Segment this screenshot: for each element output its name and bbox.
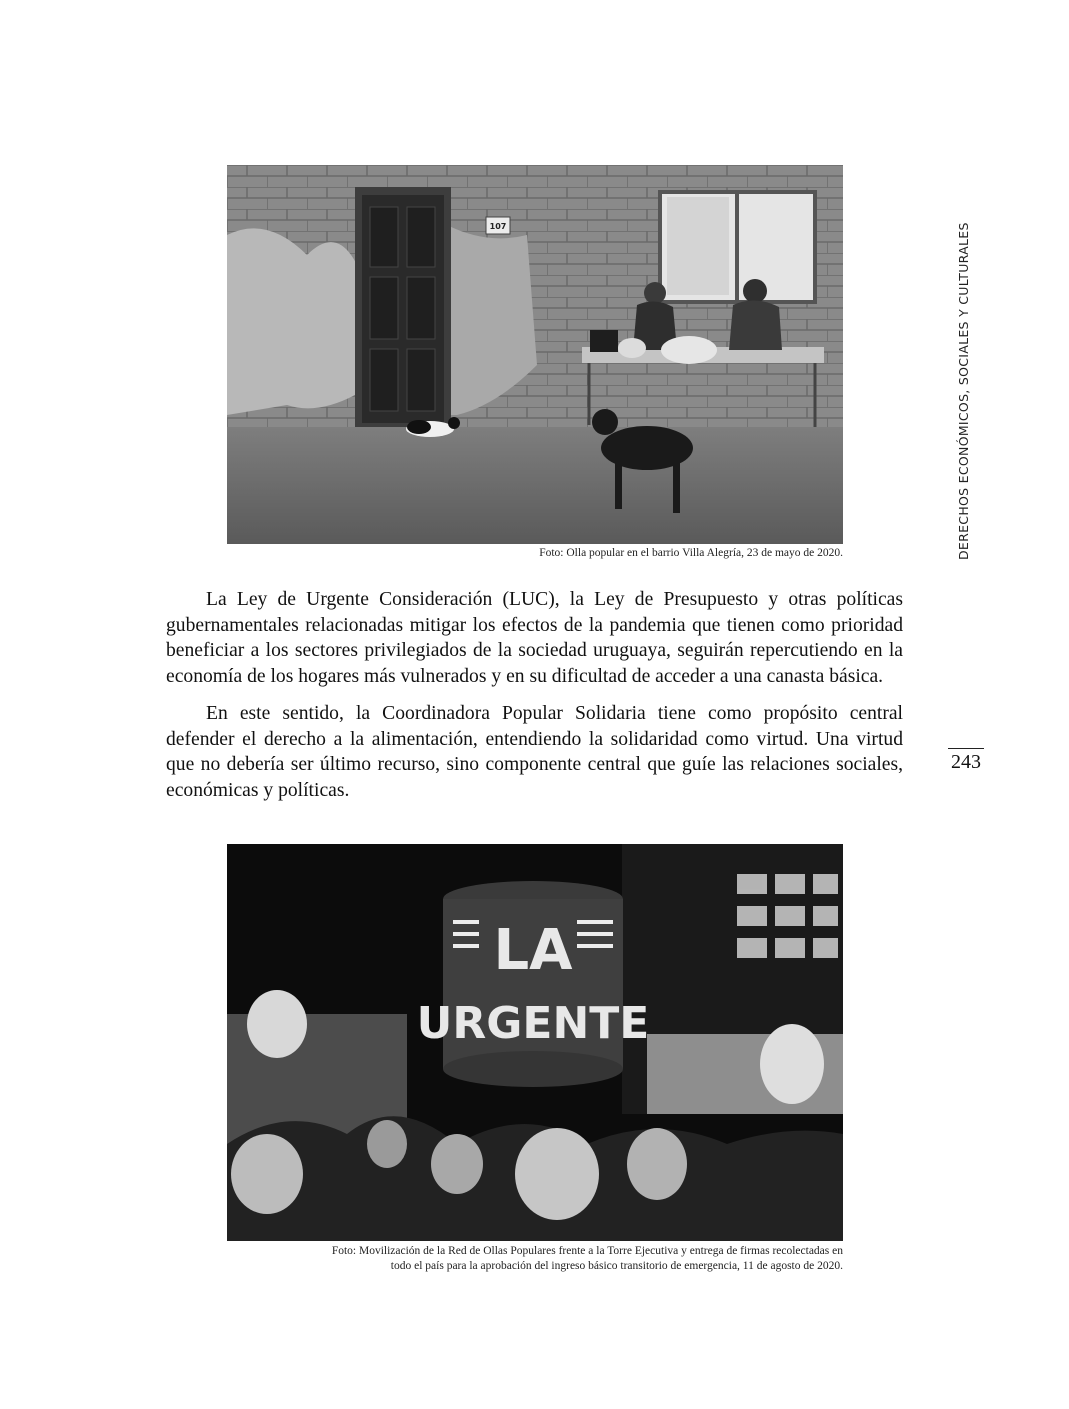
photo-movilizacion <box>227 844 843 1241</box>
house-number: 107 <box>489 222 507 231</box>
photo-olla-popular-image <box>227 165 843 544</box>
photo-caption <box>243 1244 843 1274</box>
photo-caption: Foto: Olla popular en el barrio Villa Alegría, 23 de mayo de 2020. <box>539 547 843 559</box>
photo-olla-popular <box>227 165 843 544</box>
paragraph: En este sentido, la Coordinadora Popular Solidaria tiene como propósito central defender el derecho a la alimentación, entendiendo la solidaridad como virtud. Una virtud que no debería ser último recurso, sino componente central que guíe las relaciones sociales, económicas y políticas. <box>166 703 903 801</box>
sign-text-urgente: URGENTE <box>416 998 650 1049</box>
paragraph: La Ley de Urgente Consideración (LUC), la Ley de Presupuesto y otras políticas gubernamentales relacionadas mitigar los efectos de la pandemia que tienen como prioridad beneficiar a los sectores privilegiados de la sociedad uruguaya, seguirán repercutiendo en la economía de los hogares más vulnerados y en su dificultad de acceder a una canasta básica. <box>166 589 903 687</box>
body-text <box>166 587 903 815</box>
page-number: 243 <box>951 751 981 773</box>
photo-movilizacion-image <box>227 844 843 1241</box>
page-number-rule <box>948 748 984 749</box>
photo-caption-line: todo el país para la aprobación del ingreso básico transitorio de emergencia, 11 de agosto de 2020. <box>390 1260 843 1272</box>
running-section-title: DERECHOS ECONÓMICOS, SOCIALES Y CULTURALES <box>956 222 971 560</box>
photo-caption-line: Foto: Movilización de la Red de Ollas Populares frente a la Torre Ejecutiva y entrega de firmas recolectadas en <box>331 1245 843 1257</box>
sign-text-la: LA <box>493 918 573 983</box>
